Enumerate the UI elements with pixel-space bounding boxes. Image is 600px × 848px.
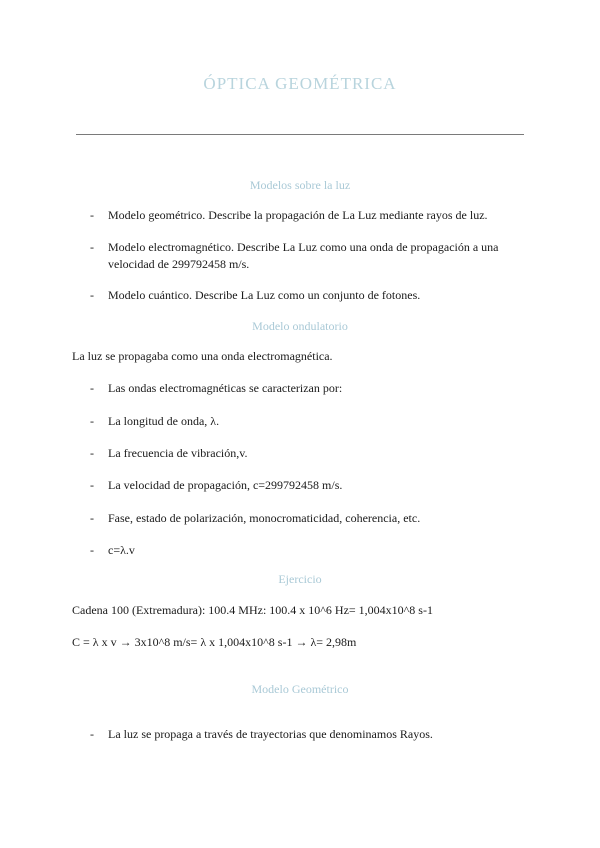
- list-item-text: Modelo electromagnético. Describe La Luz como una onda de propagación a una velocidad de 299792458 m/s.: [108, 240, 499, 271]
- list-item-text: La velocidad de propagación, c=299792458 m/s.: [108, 478, 343, 492]
- section-heading-ejercicio: Ejercicio: [278, 572, 322, 586]
- title-divider: [76, 134, 524, 135]
- bullet-dash: -: [90, 240, 94, 254]
- bullet-dash: -: [90, 511, 94, 525]
- list-item-text: Fase, estado de polarización, monocromaticidad, coherencia, etc.: [108, 511, 421, 525]
- list-item-text: Las ondas electromagnéticas se caracterizan por:: [108, 381, 343, 395]
- bullet-dash: -: [90, 414, 94, 428]
- bullet-dash: -: [90, 478, 94, 492]
- list-item-text: La luz se propaga a través de trayectorias que denominamos Rayos.: [108, 727, 433, 741]
- bullet-dash: -: [90, 446, 94, 460]
- list-item-text: La longitud de onda, λ.: [108, 414, 220, 428]
- list-item-text: c=λ.v: [108, 543, 135, 557]
- bullet-dash: -: [90, 381, 94, 395]
- list-item-text: Modelo cuántico. Describe La Luz como un conjunto de fotones.: [108, 288, 421, 302]
- bullet-dash: -: [90, 543, 94, 557]
- bullet-dash: -: [90, 208, 94, 222]
- exercise-line: Cadena 100 (Extremadura): 100.4 MHz: 100.4 x 10^6 Hz= 1,004x10^8 s-1: [72, 603, 433, 617]
- list-item-text: Modelo geométrico. Describe la propagación de La Luz mediante rayos de luz.: [108, 208, 488, 222]
- paragraph-intro: La luz se propagaba como una onda electromagnética.: [72, 349, 333, 363]
- exercise-line: C = λ x v → 3x10^8 m/s= λ x 1,004x10^8 s-1 → λ= 2,98m: [72, 635, 357, 649]
- bullet-dash: -: [90, 288, 94, 302]
- section-heading-geometrico: Modelo Geométrico: [251, 682, 349, 696]
- bullet-dash: -: [90, 727, 94, 741]
- document-title: ÓPTICA GEOMÉTRICA: [203, 74, 397, 93]
- section-heading-modelos: Modelos sobre la luz: [249, 178, 351, 192]
- list-item-text: La frecuencia de vibración,v.: [108, 446, 248, 460]
- section-heading-ondulatorio: Modelo ondulatorio: [252, 319, 348, 333]
